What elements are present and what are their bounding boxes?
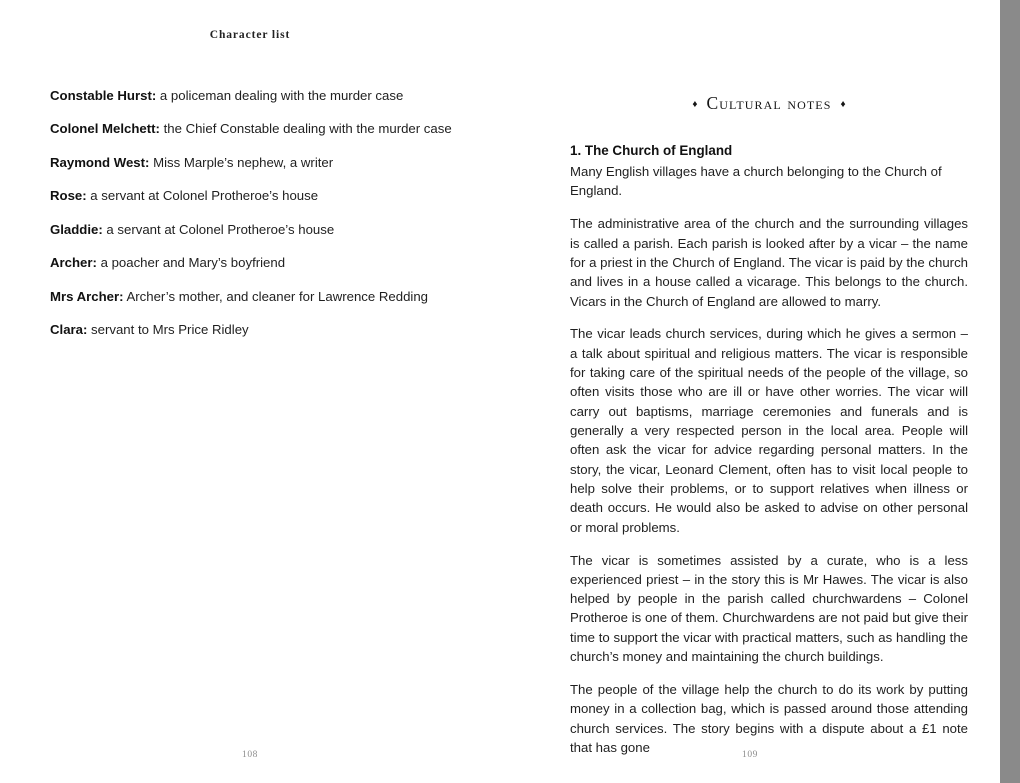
character-entry [50, 88, 450, 105]
section-title-text: Cultural notes [706, 93, 832, 113]
character-entry [50, 155, 450, 172]
note-paragraph: The people of the village help the church to do its work by putting money in a collection bag, which is passed around those attending church services. The story begins with a dispute about a £1 note that has gone [570, 681, 968, 755]
character-name: Archer: [50, 255, 97, 271]
character-name: Constable Hurst: [50, 88, 157, 103]
character-description: a policeman dealing with the murder case [156, 88, 404, 103]
character-description: the Chief Constable dealing with the murder case [159, 121, 452, 137]
character-list [50, 88, 450, 339]
character-entry [50, 188, 450, 205]
running-head-character-list: Character list [209, 29, 291, 41]
character-entry [50, 222, 450, 239]
character-name: Clara: [50, 322, 88, 338]
character-description: a servant at Colonel Protheroe’s house [102, 221, 335, 237]
character-name: Mrs Archer: [50, 288, 124, 304]
character-description: a poacher and Mary’s boyfriend [96, 255, 286, 271]
left-page [0, 0, 500, 783]
note-paragraph: The vicar leads church services, during which he gives a sermon – a talk about spiritual and religious matters. The vicar is responsible for taking care of the spiritual needs of the people of the village, so often visits those who are ill or have other worries. The vicar will carry out baptisms, marriage ceremonies and funerals and is generally a very respected person in the local area. People will often ask the vicar for advice regarding personal matters. In the story, the vicar, Leonard Clement, often has to visit local people to help solve their problems, or to support relatives when illness or death occurs. He would also be asked to advise on other personal or moral problems. [570, 326, 968, 535]
character-name: Rose: [50, 188, 87, 204]
character-entry [50, 289, 450, 306]
character-entry [50, 255, 450, 272]
page-edge-strip [1000, 0, 1020, 783]
cultural-notes-body [570, 142, 968, 757]
character-entry [50, 121, 450, 138]
character-description: Miss Marple’s nephew, a writer [149, 154, 334, 170]
page-number-left: 108 [241, 750, 259, 760]
note-paragraph: The vicar is sometimes assisted by a curate, who is a less experienced priest – in the story this is Mr Hawes. The vicar is also helped by people in the parish called churchwardens – Colonel Protheroe is one of them. Churchwardens are not paid but give their time to support the vicar with practical matters, such as handling the church’s money and maintaining the church buildings. [570, 552, 968, 665]
note-paragraph: Many English villages have a church belonging to the Church of England. [570, 164, 942, 199]
character-name: Colonel Melchett: [50, 121, 160, 137]
character-description: a servant at Colonel Protheroe’s house [86, 188, 319, 204]
character-name: Gladdie: [50, 221, 103, 237]
note-heading-church-of-england: 1. The Church of England [570, 143, 733, 158]
diamond-ornament-right-icon: ♦ [840, 98, 846, 110]
note-paragraph: The administrative area of the church and the surrounding villages is called a parish. Each parish is looked after by a vicar – the name for a priest in the Church of England. The vicar is paid by the church and lives in a house called a vicarage. This belongs to the church. Vicars in the Church of England are allowed to marry. [570, 216, 968, 309]
character-description: Archer’s mother, and cleaner for Lawrence Redding [123, 288, 428, 304]
character-entry [50, 322, 450, 339]
diamond-ornament-left-icon: ♦ [692, 98, 698, 110]
section-title-cultural-notes [570, 93, 968, 114]
character-name: Raymond West: [50, 154, 150, 170]
page-number-right: 109 [741, 750, 759, 760]
character-description: servant to Mrs Price Ridley [87, 322, 249, 338]
